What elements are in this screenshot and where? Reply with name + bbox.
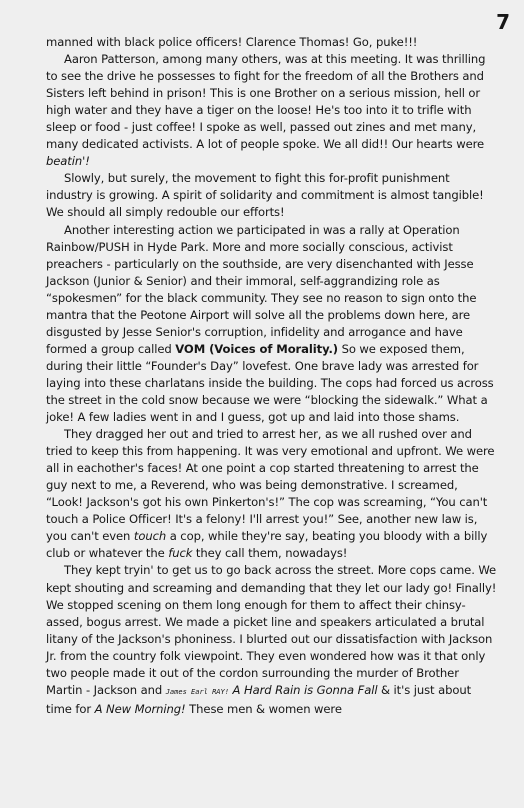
text-run: Slowly, but surely, the movement to fight this for-profit punishment industry is growing. A spirit of solidarity and commitment is almost tangible! We should all simply redouble our efforts! [46,171,484,220]
text-run-ital: beatin'! [46,154,90,169]
paragraph [46,34,498,51]
paragraph [46,562,498,717]
text-run: they call them, nowadays! [192,546,348,561]
text-run: manned with black police officers! Clarence Thomas! Go, puke!!! [46,35,418,49]
text-run-bold: VOM (Voices of Morality.) [175,341,338,356]
text-run: These men & women were [185,701,342,716]
page-number: 7 [496,10,510,34]
text-run: Aaron Patterson, among many others, was at this meeting. It was thrilling to see the drive he possesses to fight for the freedom of all the Brothers and Sisters left behind in prison! This is one Brother on a serious mission, hell or high water and they have a tiger on the loose! He's too into it to trifle with sleep or food - just coffee! I spoke as well, passed out zines and met many, many dedicated activists. A lot of people spoke. We all did!! Our hearts were [46,52,486,152]
text-run-sig: James Earl RAY! [165,687,229,696]
text-run: Another interesting action we participated in was a rally at Operation Rainbow/PUSH in Hyde Park. More and more socially conscious, activist preachers - particularly on the southside, are very disenchanted with Jesse Jackson (Junior & Senior) and their immoral, self-aggrandizing role as “spokesmen” for the black community. They see no reason to sign onto the mantra that the Peotone Airport will solve all the problems down here, are disgusted by Jesse Senior's corruption, infidelity and arrogance and have formed a group called [46,222,477,356]
paragraph [46,51,498,170]
paragraph [46,222,498,427]
text-run: So we exposed them, during their little “Founder's Day” lovefest. One brave lady was arrested for laying into these charlatans inside the building. The cops had forced us across the street in the cold snow because we were “blocking the sidewalk.” What a joke! A few ladies went in and I guess, got up and laid into those shams. [46,341,494,425]
text-run-ital: A Hard Rain is Gonna Fall [232,682,378,697]
text-run: & it's just about time for [46,682,472,716]
text-run: They dragged her out and tried to arrest her, as we all rushed over and tried to keep this from happening. It was very emotional and upfront. We were all in eachother's faces! At one point a cop started threatening to arrest the guy next to me, a Reverend, who was being demonstrative. I screamed, “Look! Jackson's got his own Pinkerton's!” The cop was screaming, “You can't touch a Police Officer! It's a felony! I'll arrest you!” See, another new law is, you can't even [46,427,495,544]
text-run-ital: fuck [168,546,193,561]
text-run: They kept tryin' to get us to go back across the street. More cops came. We kept shouting and screaming and demanding that they let our lady go! Finally! We stopped scening on them long enough for them to affect their chinsy-assed, bogus arrest. We made a picket line and speakers articulated a brutal litany of the Jackson's phoniness. I blurted out our dissatisfaction with Jackson Jr. from the country folk viewpoint. They even wondered how was it that only two people made it out of the cordon surrounding the murder of Brother Martin - Jackson and [46,563,497,697]
text-run-ital: touch [133,529,167,544]
text-run: a cop, while they're say, beating you bloody with a billy club or whatever the [46,529,488,561]
paragraph [46,426,498,562]
article-body [46,34,498,718]
paragraph [46,170,498,221]
text-run-ital: A New Morning! [94,701,186,716]
